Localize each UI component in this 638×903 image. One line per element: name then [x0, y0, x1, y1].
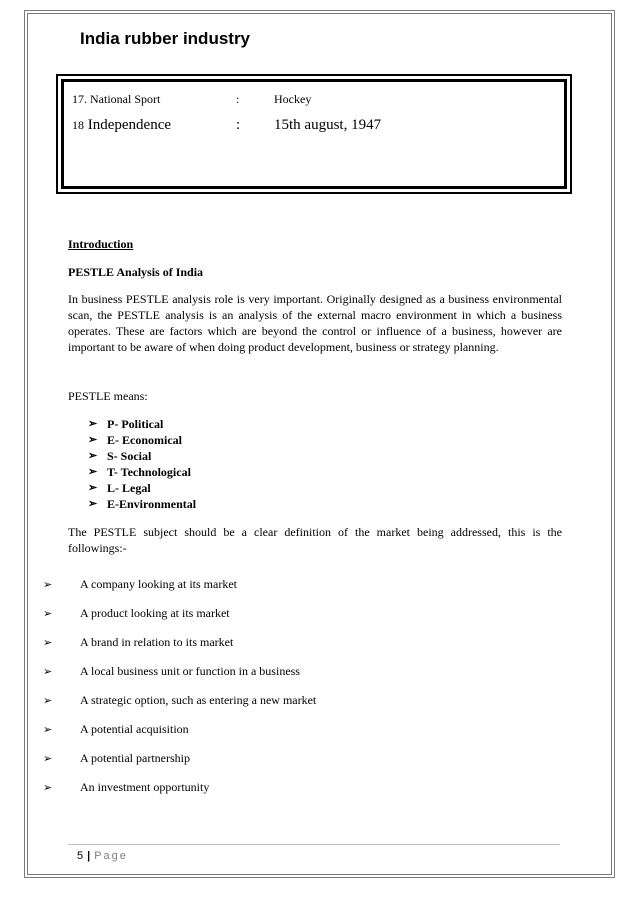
pestle-heading: PESTLE Analysis of India [68, 265, 204, 279]
list-item: ➢ A company looking at its market [43, 577, 237, 591]
list-item: ➢ An investment opportunity [43, 780, 210, 794]
arrow-bullet-icon: ➢ [43, 608, 53, 620]
page-label: Page [94, 850, 128, 862]
info-colon: : [236, 117, 241, 133]
info-label: 17. National Sport [72, 92, 161, 106]
arrow-bullet-icon: ➢ [88, 434, 98, 446]
list-item: ➢ T- Technological [88, 465, 191, 479]
arrow-bullet-icon: ➢ [43, 782, 53, 794]
list-item: ➢ A potential acquisition [43, 722, 189, 736]
list-item: ➢ A strategic option, such as entering a new market [43, 693, 317, 707]
footer-separator: | [87, 850, 91, 862]
info-value: Hockey [274, 92, 312, 106]
list-item: ➢ A brand in relation to its market [43, 635, 234, 649]
info-value: 15th august, 1947 [274, 117, 382, 133]
pestle-means-label: PESTLE means: [68, 389, 148, 403]
arrow-bullet-icon: ➢ [43, 695, 53, 707]
arrow-bullet-icon: ➢ [88, 482, 98, 494]
arrow-bullet-icon: ➢ [43, 666, 53, 678]
list-item: ➢ E- Economical [88, 433, 182, 447]
footer-divider [68, 844, 560, 845]
list-item: ➢ A potential partnership [43, 751, 190, 765]
introduction-heading: Introduction [68, 237, 134, 251]
list-item: ➢ P- Political [88, 417, 164, 431]
list-item: ➢ L- Legal [88, 481, 151, 495]
list-item: ➢ E-Environmental [88, 497, 197, 511]
info-label: 18 Independence [72, 117, 172, 133]
info-colon: : [236, 92, 240, 106]
arrow-bullet-icon: ➢ [43, 753, 53, 765]
page-number: 5 [77, 850, 84, 862]
info-box-inner-border [61, 79, 567, 189]
arrow-bullet-icon: ➢ [43, 724, 53, 736]
arrow-bullet-icon: ➢ [88, 450, 98, 462]
header-title: India rubber industry [80, 29, 251, 48]
pestle-list [88, 416, 196, 512]
list-item: ➢ S- Social [88, 449, 152, 463]
market-list [43, 570, 316, 802]
list-item: ➢ A local business unit or function in a business [43, 664, 300, 678]
arrow-bullet-icon: ➢ [88, 418, 98, 430]
paragraph-pestle-overview: In business PESTLE analysis role is very important. Originally designed as a business environmental scan, the PESTLE analysis is an analysis of the external macro environment in which a business operates. These are factors which are beyond the control or influence of a business, however are important to be aware of when doing product development, business or strategy planning. [68, 292, 562, 354]
arrow-bullet-icon: ➢ [88, 498, 98, 510]
arrow-bullet-icon: ➢ [43, 579, 53, 591]
paragraph-pestle-subject: The PESTLE subject should be a clear definition of the market being addressed, this is the followings:- [68, 525, 562, 555]
page-footer [77, 850, 128, 862]
list-item: ➢ A product looking at its market [43, 606, 230, 620]
info-box [56, 74, 572, 194]
arrow-bullet-icon: ➢ [88, 466, 98, 478]
arrow-bullet-icon: ➢ [43, 637, 53, 649]
